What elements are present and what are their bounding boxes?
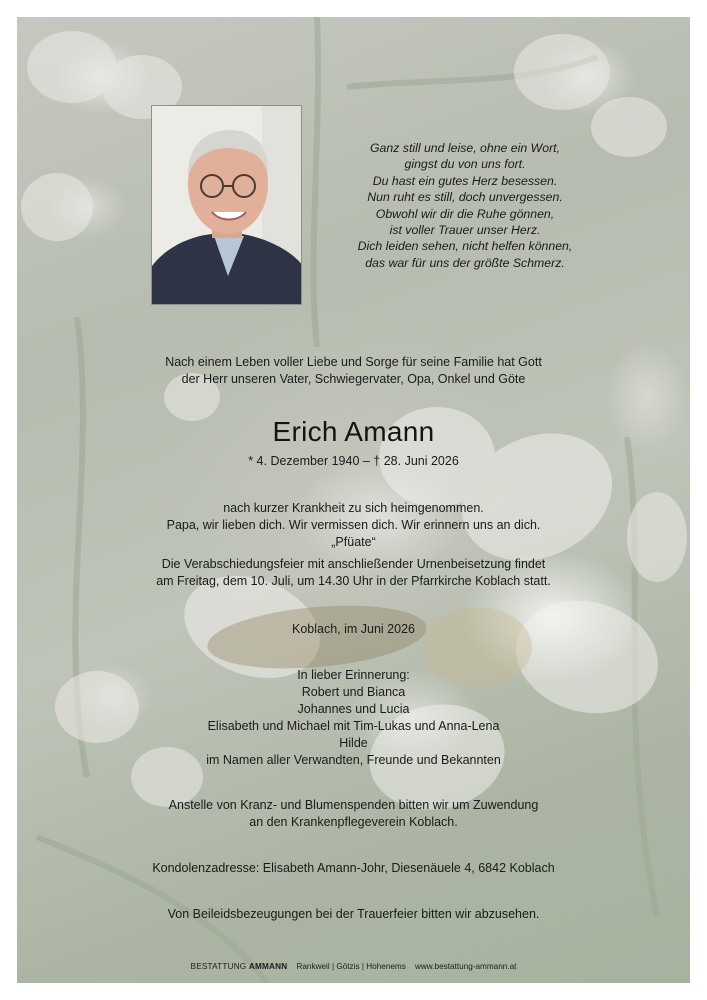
mourners-list — [17, 667, 690, 769]
intro-text — [17, 354, 690, 388]
poem-line: Ganz still und leise, ohne ein Wort, — [369, 141, 560, 155]
obituary-card — [17, 17, 690, 983]
funeral-home-brand — [191, 962, 288, 971]
mourner-line: Johannes und Lucia — [297, 702, 410, 716]
place-date — [17, 621, 690, 638]
portrait-photo — [151, 105, 302, 305]
mourner-line: im Namen aller Verwandten, Freunde und Bekannten — [206, 753, 501, 767]
poem-line: ist voller Trauer unser Herz. — [389, 223, 541, 238]
footer — [17, 961, 690, 973]
poem-line: Dich leiden sehen, nicht helfen können, — [357, 239, 573, 254]
condolence-address — [17, 860, 690, 877]
mourner-line: In lieber Erinnerung: — [297, 668, 410, 682]
footer-website[interactable]: www.bestattung-ammann.at — [414, 962, 517, 971]
poem-line: Nun ruht es still, doch unvergessen. — [367, 190, 563, 205]
deceased-name: Erich Amann — [272, 416, 435, 447]
final-note-text: Von Beileidsbezeugungen bei der Trauerfeier bitten wir abzusehen. — [167, 907, 540, 921]
donation-line: an den Krankenpflegeverein Koblach. — [249, 815, 458, 829]
life-dates: * 4. Dezember 1940 – † 28. Juni 2026 — [248, 454, 459, 468]
mourner-line: Elisabeth und Michael mit Tim-Lukas und Anna-Lena — [207, 719, 500, 733]
passing-message — [17, 500, 690, 551]
brand-prefix: BESTATTUNG — [190, 962, 247, 971]
poem-line: Obwohl wir dir die Ruhe gönnen, — [375, 206, 555, 221]
ceremony-line: Die Verabschiedungsfeier mit anschließender Urnenbeisetzung findet — [161, 557, 546, 571]
mourner-line: Robert und Bianca — [301, 685, 406, 699]
poem-line: das war für uns der größte Schmerz. — [365, 255, 565, 270]
portrait-photo-icon — [152, 106, 302, 305]
donation-line: Anstelle von Kranz- und Blumenspenden bitten wir um Zuwendung — [168, 798, 539, 812]
place-date-text: Koblach, im Juni 2026 — [292, 622, 415, 636]
mourner-line: Hilde — [339, 736, 368, 750]
message-line: nach kurzer Krankheit zu sich heimgenommen. — [223, 501, 484, 515]
poem-line: Du hast ein gutes Herz besessen. — [372, 173, 558, 188]
footer-locations: Rankweil | Götzis | Hohenems — [296, 962, 406, 971]
message-line: Papa, wir lieben dich. Wir vermissen dich. Wir erinnern uns an dich. — [166, 518, 541, 532]
donation-request — [17, 797, 690, 831]
final-note — [17, 906, 690, 923]
ceremony-info — [17, 556, 690, 590]
poem-line: gingst du von uns fort. — [404, 157, 526, 172]
poem — [317, 140, 613, 271]
condolence-address-text: Kondolenzadresse: Elisabeth Amann-Johr, Diesenäuele 4, 6842 Koblach — [152, 861, 555, 875]
intro-line: der Herr unseren Vater, Schwiegervater, Opa, Onkel und Göte — [181, 372, 526, 386]
ceremony-line: am Freitag, dem 10. Juli, um 14.30 Uhr in der Pfarrkirche Koblach statt. — [156, 574, 551, 588]
intro-line: Nach einem Leben voller Liebe und Sorge für seine Familie hat Gott — [165, 355, 542, 369]
brand-name: AMMANN — [248, 962, 288, 971]
message-line: „Pfüate“ — [331, 535, 376, 549]
